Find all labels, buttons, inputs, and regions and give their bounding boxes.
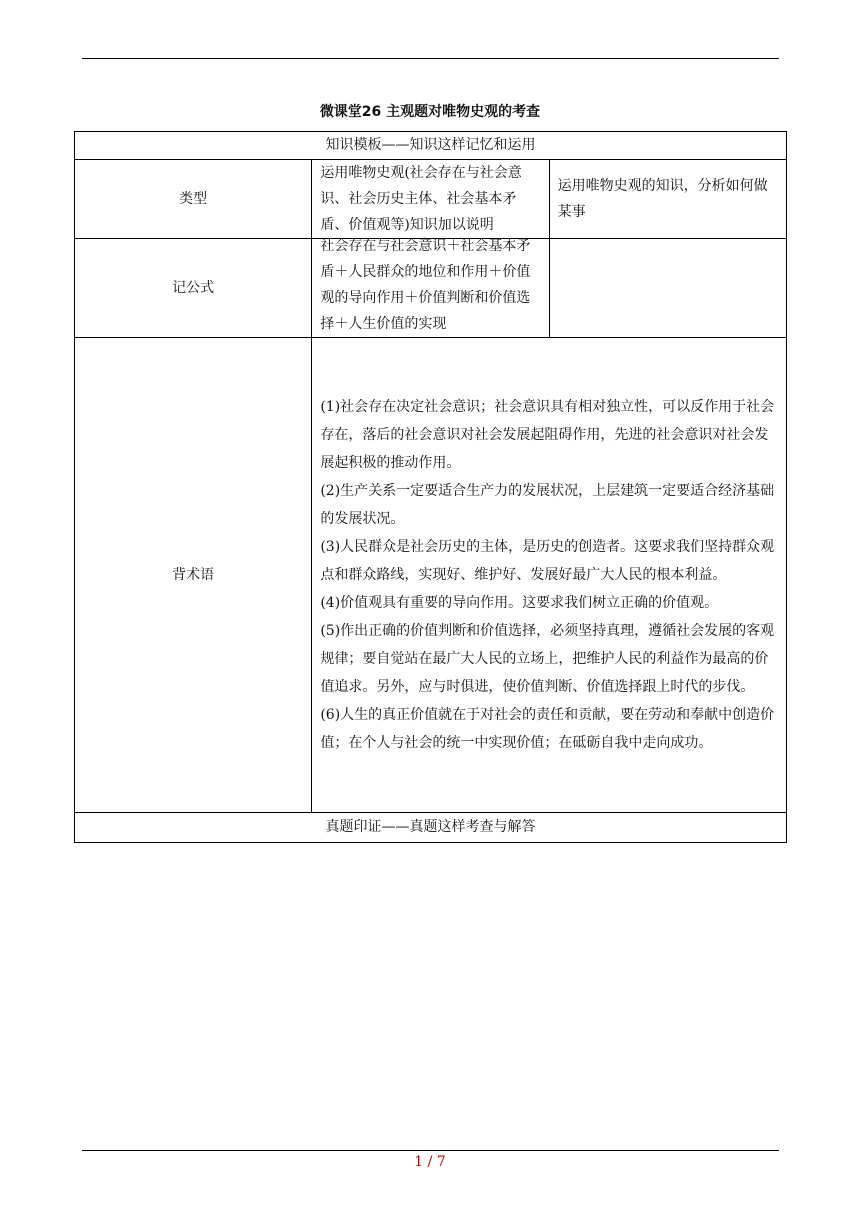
- table-row: [75, 338, 787, 813]
- recite-paragraph-5: (5)作出正确的价值判断和价值选择，必须坚持真理，遵循社会发展的客观规律；要自觉站在最广大人民的立场上，把维护人民的利益作为最高的价值追求。另外，应与时俱进，使价值判断、价值选择跟上时代的步伐。: [320, 623, 775, 695]
- table-footer-cell: 真题印证——真题这样考查与解答: [75, 813, 787, 843]
- footer-rule: [82, 1150, 779, 1151]
- table-row: [75, 160, 787, 239]
- recite-paragraph-3: (3)人民群众是社会历史的主体，是历史的创造者。这要求我们坚持群众观点和群众路线，实现好、维护好、发展好最广大人民的根本利益。: [320, 539, 775, 583]
- formula-empty-cell: [549, 239, 786, 338]
- formula-text: 社会存在与社会意识＋社会基本矛盾＋人民群众的地位和作用＋价值观的导向作用＋价值判断和价值选择＋人生价值的实现: [320, 238, 531, 332]
- row-label-formula: 记公式: [75, 239, 312, 338]
- row-label-recite: 背术语: [75, 338, 312, 813]
- recite-paragraph-2: (2)生产关系一定要适合生产力的发展状况，上层建筑一定要适合经济基础的发展状况。: [320, 483, 775, 527]
- header-rule: [82, 58, 779, 59]
- type-description: 运用唯物史观(社会存在与社会意识、社会历史主体、社会基本矛盾、价值观等)知识加以说明: [312, 160, 549, 239]
- table-row: [75, 239, 787, 338]
- knowledge-table: [74, 131, 787, 843]
- page-number: 1 / 7: [414, 1154, 446, 1170]
- recite-paragraph-6: (6)人生的真正价值就在于对社会的责任和贡献，要在劳动和奉献中创造价值；在个人与社会的统一中实现价值；在砥砺自我中走向成功。: [320, 707, 775, 751]
- page-title: 微课堂26 主观题对唯物史观的考查: [319, 104, 541, 120]
- recite-paragraph-4: (4)价值观具有重要的导向作用。这要求我们树立正确的价值观。: [320, 595, 719, 611]
- formula-cell: [312, 239, 549, 338]
- recite-content: [312, 338, 787, 813]
- table-header-cell: 知识模板——知识这样记忆和运用: [75, 132, 787, 160]
- recite-paragraph-1: (1)社会存在决定社会意识；社会意识具有相对独立性，可以反作用于社会存在，落后的社会意识对社会发展起阻碍作用，先进的社会意识对社会发展起积极的推动作用。: [320, 399, 775, 471]
- table-header-row: [75, 132, 787, 160]
- table-footer-row: [75, 813, 787, 843]
- row-label-type: 类型: [75, 160, 312, 239]
- type-task: 运用唯物史观的知识，分析如何做某事: [549, 160, 786, 239]
